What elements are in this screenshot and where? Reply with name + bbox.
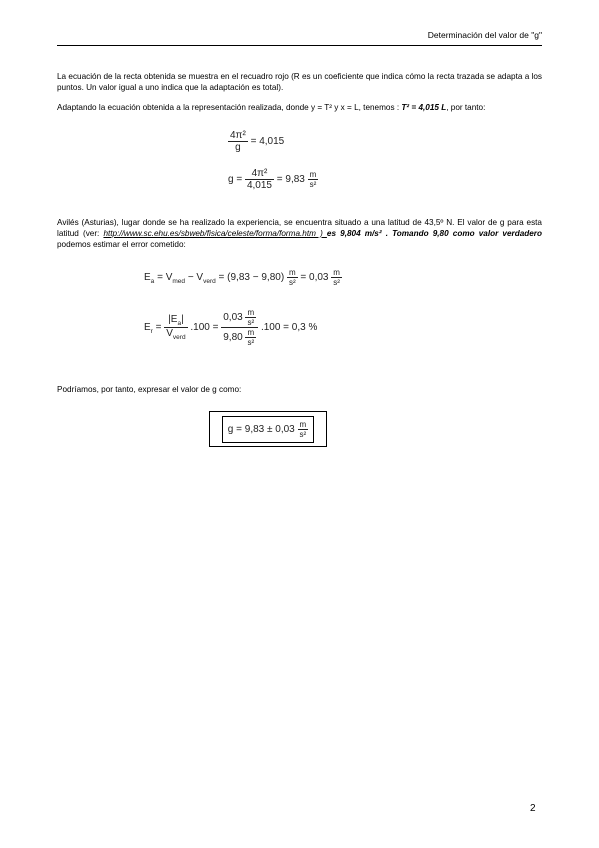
result-equation: g = 9,83 ± 0,03 $\frac{m}{\text{s²}}$ xyxy=(222,416,314,443)
paragraph-text: Podríamos, por tanto, expresar el valor de g como: xyxy=(57,385,242,394)
equation-absolute-error: $E_a = V_{med} - V_{verd} = (9,83 - 9,80)$ $\frac{m}{\text{s²}}$ = 0,03 $\frac{m}{\text{s²}}$ xyxy=(144,268,340,287)
page-header xyxy=(57,30,542,46)
unit-fraction: $\frac{m}{\text{s²}}$ xyxy=(309,170,317,189)
unit-fraction: $\frac{m}{\text{s²}}$ xyxy=(288,268,296,287)
paragraph-text: Adaptando la ecuación obtenida a la representación realizada, donde y = T² y x = L, tenemos : xyxy=(57,103,402,112)
paragraph-regression xyxy=(57,72,542,94)
header-title: Determinación del valor de "g" xyxy=(427,30,542,40)
paragraph-text: podemos estimar el error cometido: xyxy=(57,239,186,249)
page-number: 2 xyxy=(530,803,536,814)
fraction: $\frac{\text{4π²}}{4,015}$ xyxy=(246,168,272,191)
equation-relative-error: $E_r$ = $\frac{|E_a|}{V_{verd}}$ .100 = 0,03 $\frac{m}{\text{s²}}$ 9,80 $\frac{m}{\text{s²}}$ .100 = 0,3 % xyxy=(144,308,318,347)
reference-link[interactable]: http://www.sc.ehu.es/sbweb/fisica/celeste/forma/forma.htm ) xyxy=(103,228,327,238)
paragraph-emphasis: es 9,804 m/s² . Tomando 9,80 como valor verdadero xyxy=(326,228,542,238)
result-box xyxy=(209,411,327,447)
fraction: $\frac{|E_a|}{V_{verd}}$ xyxy=(166,314,186,341)
equation-2: g = $\frac{\text{4π²}}{4,015}$ = 9,83 $\frac{m}{\text{s²}}$ xyxy=(228,168,317,191)
fraction: 0,03 $\frac{m}{\text{s²}}$ 9,80 $\frac{m}{\text{s²}}$ xyxy=(221,308,258,347)
equation-1: $\frac{\text{4π²}}{g}$ = 4,015 xyxy=(230,130,285,153)
paragraph-text: , por tanto: xyxy=(446,103,486,112)
paragraph-adaptation xyxy=(57,103,542,114)
paragraph-text: La ecuación de la recta obtenida se muestra en el recuadro rojo (R es un coeficiente que indica cómo la recta trazada se adapta a los puntos. Un valor igual a uno indica que la adaptación es total). xyxy=(57,72,542,92)
equation-inline: T² = 4,015 L xyxy=(401,103,447,112)
unit-fraction: $\frac{m}{\text{s²}}$ xyxy=(333,268,340,287)
paragraph-text: Avilés (Asturias), lugar donde se ha realizado la experiencia, se encuentra situado a una latitud de 43,5º N. El valor de g para esta latitud (ver: xyxy=(57,218,542,238)
fraction: $\frac{\text{4π²}}{g}$ xyxy=(230,130,246,153)
paragraph-conclusion xyxy=(57,385,542,396)
paragraph-location xyxy=(57,218,542,250)
unit-fraction: $\frac{m}{\text{s²}}$ xyxy=(299,419,307,439)
